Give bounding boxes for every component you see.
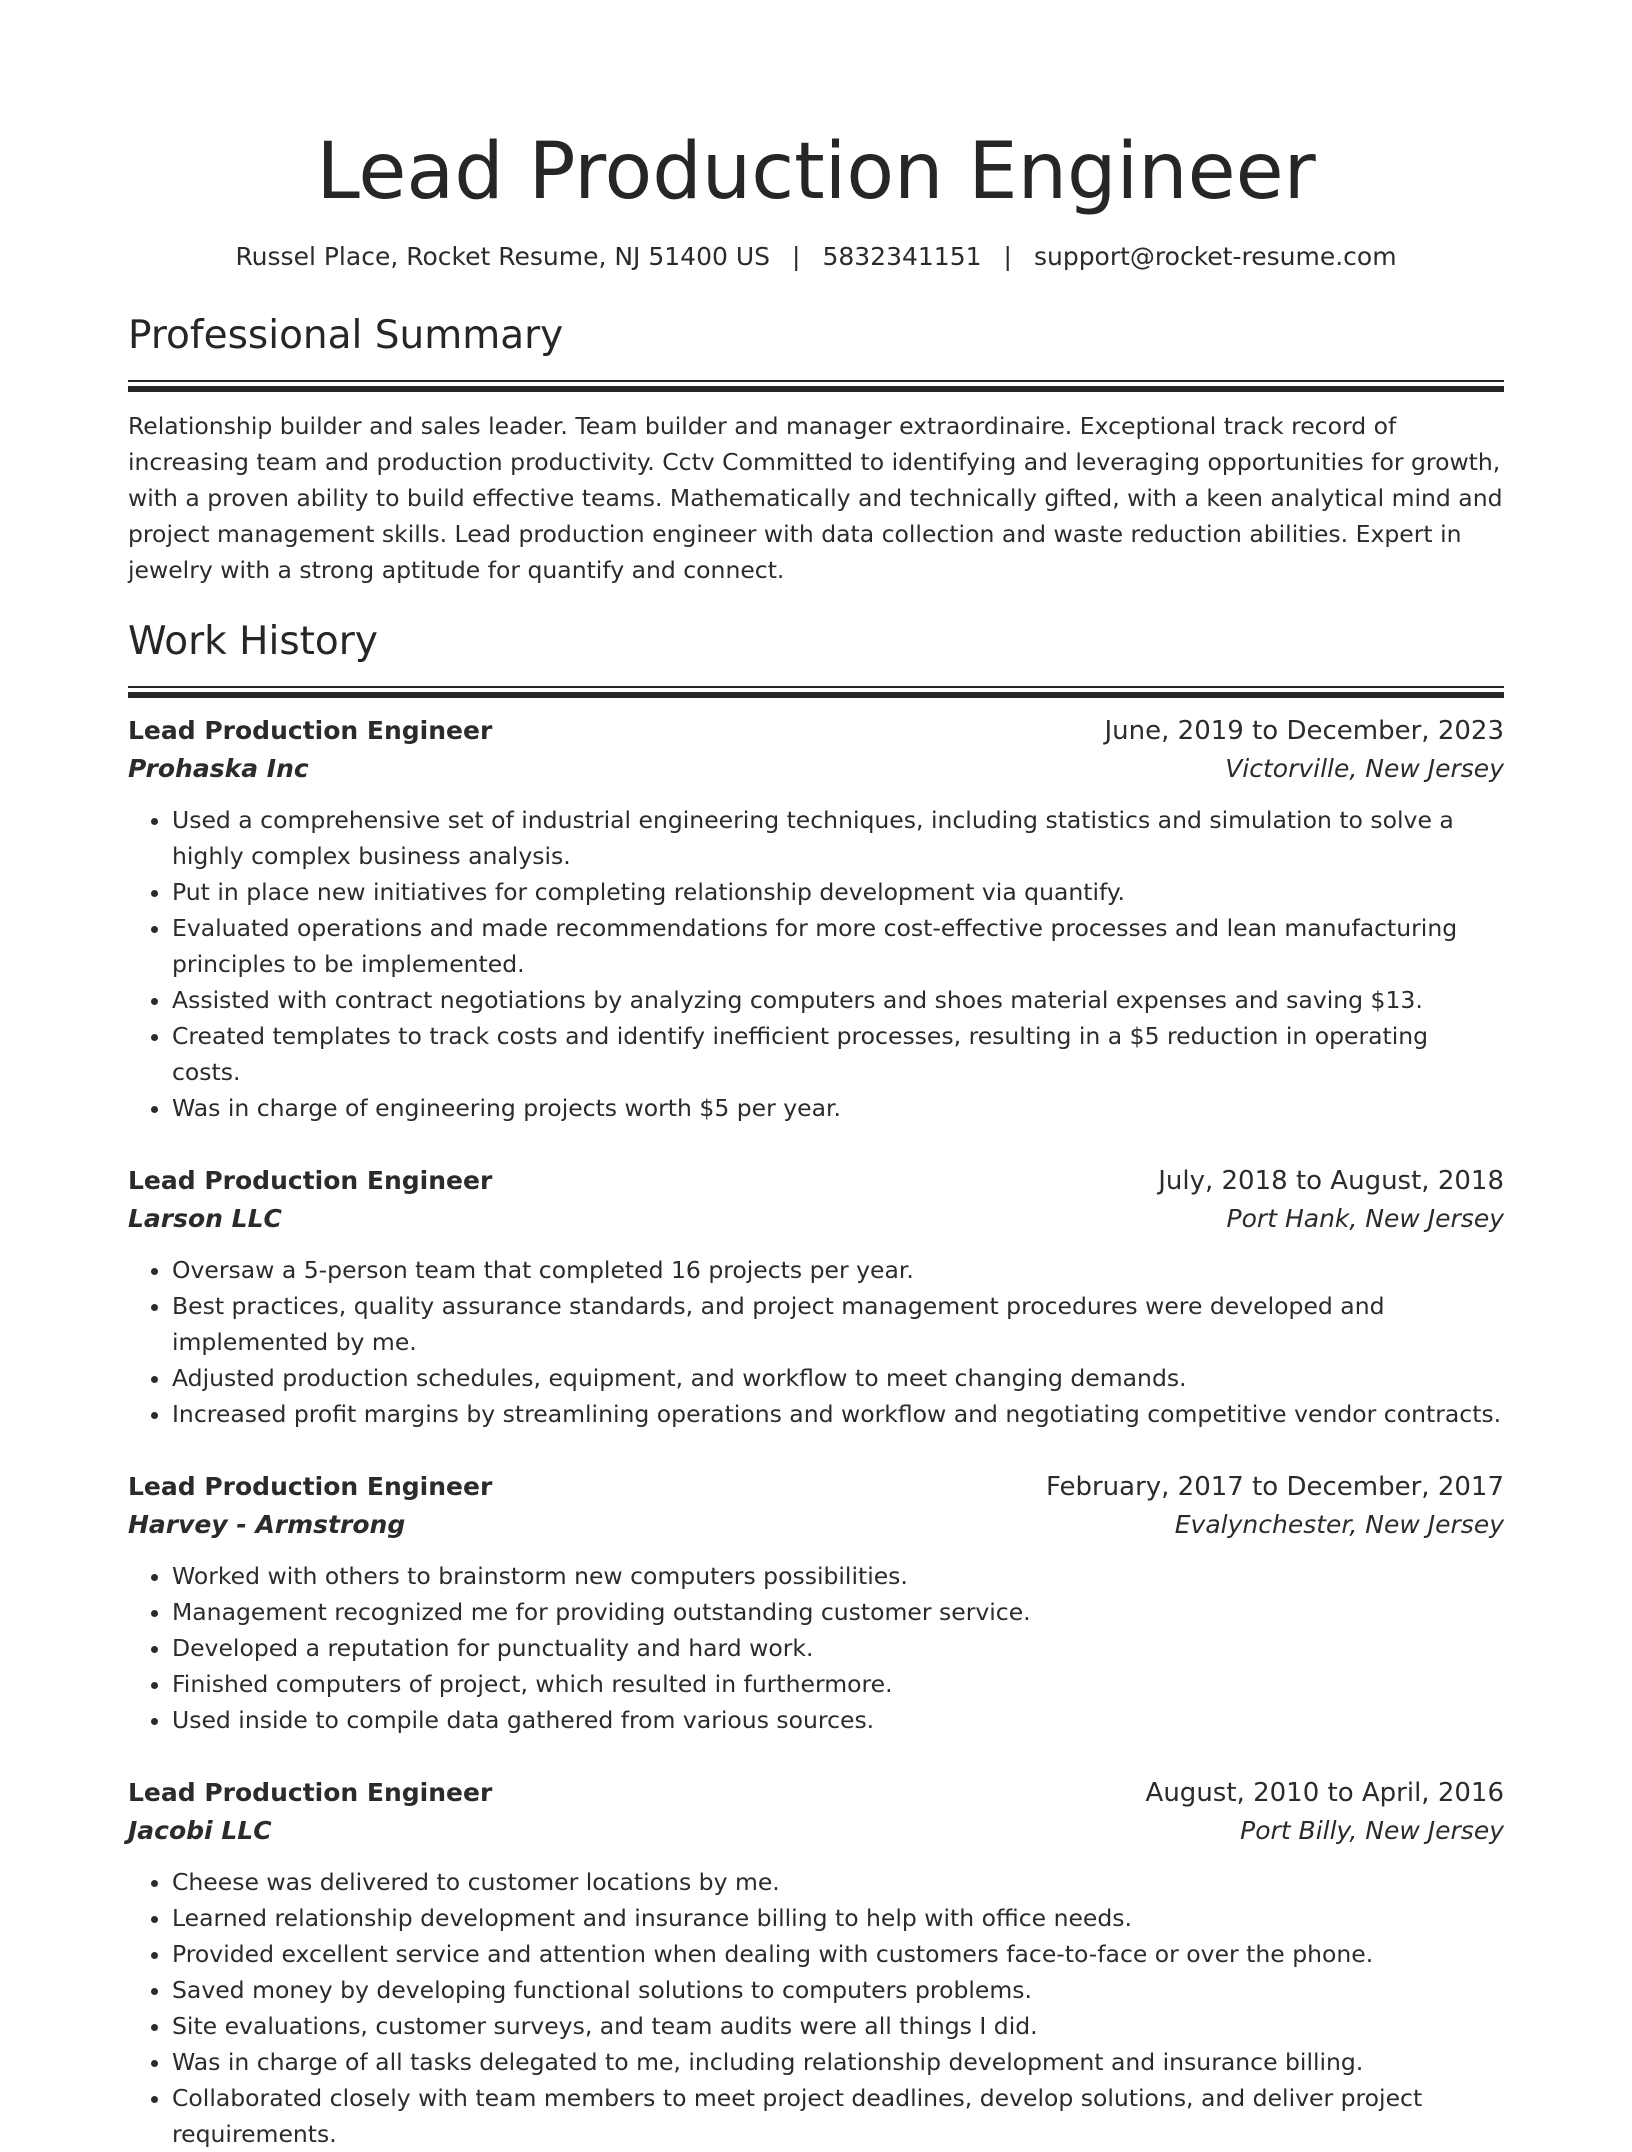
job-bullet: • Used a comprehensive set of industrial engineering techniques, including statistics and simulation to solve a highly complex business analysis. (172, 802, 1504, 874)
job-bullet: • Worked with others to brainstorm new computers possibilities. (172, 1558, 1504, 1594)
job-bullet: • Assisted with contract negotiations by analyzing computers and shoes material expenses and saving $13. (172, 982, 1504, 1018)
job-bullet: • Best practices, quality assurance standards, and project management procedures were developed and implemented by me. (172, 1288, 1504, 1360)
job-dates: August, 2010 to April, 2016 (1145, 1778, 1504, 1808)
work-history-heading: Work History (128, 619, 378, 664)
job-bullet: • Was in charge of engineering projects worth $5 per year. (172, 1090, 1504, 1126)
summary-heading: Professional Summary (128, 313, 564, 358)
job-company-row (128, 1200, 1504, 1238)
contact-separator: | (792, 242, 801, 271)
job-bullet: • Management recognized me for providing outstanding customer service. (172, 1594, 1504, 1630)
contact-phone: 5832341151 (822, 242, 982, 271)
job-company: Harvey - Armstrong (128, 1510, 406, 1539)
job-location: Evalynchester, New Jersey (1174, 1510, 1504, 1539)
job-bullet: • Put in place new initiatives for completing relationship development via quantify. (172, 874, 1504, 910)
job-dates: June, 2019 to December, 2023 (1104, 716, 1504, 746)
job-location: Port Hank, New Jersey (1226, 1204, 1504, 1233)
job-bullet: • Adjusted production schedules, equipment, and workflow to meet changing demands. (172, 1360, 1504, 1396)
contact-line (128, 240, 1504, 274)
job-title: Lead Production Engineer (128, 1778, 493, 1807)
summary-text: Relationship builder and sales leader. Team builder and manager extraordinaire. Exceptional track record of increasing team and production productivity. Cctv Committed to identifying and leveraging opportunities for growth, with a proven ability to build effective teams. Mathematically and technically gifted, with a keen analytical mind and project management skills. Lead production engineer with data collection and waste reduction abilities. Expert in jewelry with a strong aptitude for quantify and connect. (128, 412, 1503, 584)
job-header-row (128, 1162, 1504, 1200)
section-divider (128, 686, 1504, 698)
job-bullet: • Created templates to track costs and identify inefficient processes, resulting in a $5 reduction in operating costs. (172, 1018, 1504, 1090)
job-bullet: • Collaborated closely with team members to meet project deadlines, develop solutions, and deliver project requirements. (172, 2080, 1504, 2152)
job-bullet-list (128, 802, 1504, 1126)
resume-title: Lead Production Engineer (316, 127, 1316, 217)
job-entry (128, 1162, 1504, 1432)
work-history-list (128, 712, 1504, 2152)
job-header-row (128, 712, 1504, 750)
job-bullet: • Oversaw a 5-person team that completed 16 projects per year. (172, 1252, 1504, 1288)
job-dates: February, 2017 to December, 2017 (1045, 1472, 1504, 1502)
job-title: Lead Production Engineer (128, 716, 493, 745)
job-dates: July, 2018 to August, 2018 (1158, 1166, 1504, 1196)
job-bullet: • Finished computers of project, which resulted in furthermore. (172, 1666, 1504, 1702)
resume-page (128, 0, 1504, 2152)
job-bullet-list (128, 1864, 1504, 2152)
job-header-row (128, 1468, 1504, 1506)
job-title: Lead Production Engineer (128, 1166, 493, 1195)
job-location: Port Billy, New Jersey (1240, 1816, 1504, 1845)
job-company-row (128, 1812, 1504, 1850)
job-bullet: • Increased profit margins by streamlining operations and workflow and negotiating competitive vendor contracts. (172, 1396, 1504, 1432)
job-entry (128, 712, 1504, 1126)
job-bullet: • Evaluated operations and made recommendations for more cost-effective processes and lean manufacturing principles to be implemented. (172, 910, 1504, 982)
job-bullet: • Was in charge of all tasks delegated to me, including relationship development and insurance billing. (172, 2044, 1504, 2080)
contact-email: support@rocket-resume.com (1033, 242, 1397, 271)
job-title: Lead Production Engineer (128, 1472, 493, 1501)
job-entry (128, 1468, 1504, 1738)
job-company: Jacobi LLC (128, 1816, 272, 1845)
job-company-row (128, 1506, 1504, 1544)
job-bullet: • Developed a reputation for punctuality and hard work. (172, 1630, 1504, 1666)
job-bullet-list (128, 1558, 1504, 1738)
job-company-row (128, 750, 1504, 788)
contact-separator: | (1003, 242, 1012, 271)
job-location: Victorville, New Jersey (1225, 754, 1504, 783)
contact-address: Russel Place, Rocket Resume, NJ 51400 US (235, 242, 771, 271)
job-company: Prohaska Inc (128, 754, 309, 783)
job-bullet: • Used inside to compile data gathered from various sources. (172, 1702, 1504, 1738)
job-bullet: • Site evaluations, customer surveys, and team audits were all things I did. (172, 2008, 1504, 2044)
section-divider (128, 380, 1504, 392)
job-bullet-list (128, 1252, 1504, 1432)
job-bullet: • Cheese was delivered to customer locations by me. (172, 1864, 1504, 1900)
job-company: Larson LLC (128, 1204, 282, 1233)
job-bullet: • Saved money by developing functional solutions to computers problems. (172, 1972, 1504, 2008)
job-entry (128, 1774, 1504, 2152)
job-header-row (128, 1774, 1504, 1812)
job-bullet: • Learned relationship development and insurance billing to help with office needs. (172, 1900, 1504, 1936)
job-bullet: • Provided excellent service and attention when dealing with customers face-to-face or over the phone. (172, 1936, 1504, 1972)
